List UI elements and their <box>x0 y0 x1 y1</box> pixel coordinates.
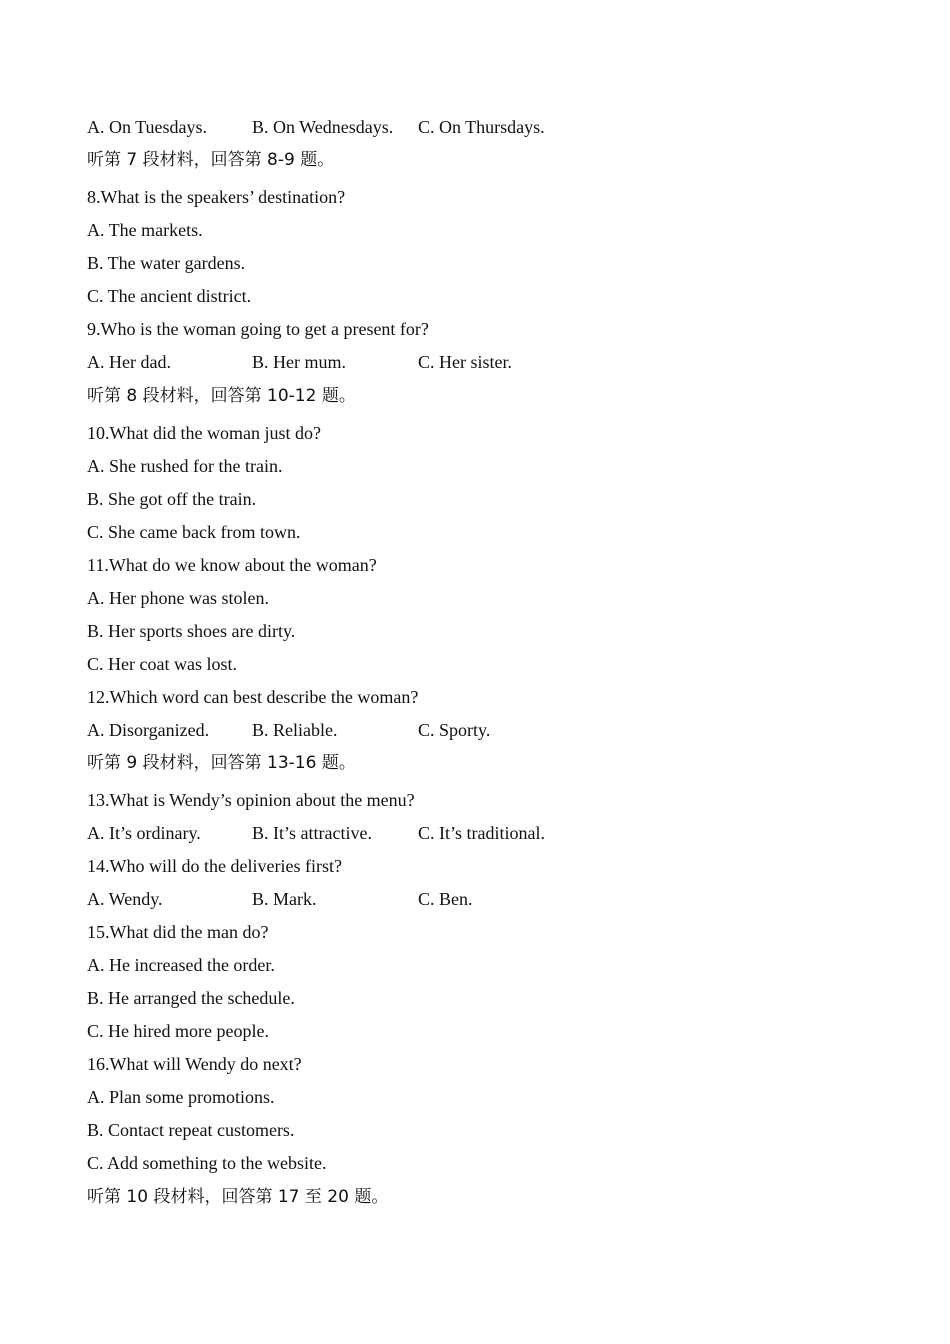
section-heading: 听第 9 段材料，回答第 13-16 题。 <box>87 753 356 773</box>
option-a: A. On Tuesdays. <box>87 117 208 137</box>
question-text: 10.What did the woman just do? <box>87 423 321 443</box>
option-a: A. Disorganized. <box>87 720 210 740</box>
question-text: 8.What is the speakers’ destination? <box>87 187 346 207</box>
option-a: A. Her dad. <box>87 352 171 372</box>
options-row <box>87 351 512 373</box>
question-text: 12.Which word can best describe the woman? <box>87 687 419 707</box>
answer-option: C. The ancient district. <box>87 286 252 306</box>
section-heading: 听第 8 段材料，回答第 10-12 题。 <box>87 386 356 406</box>
question-text: 13.What is Wendy’s opinion about the menu? <box>87 790 415 810</box>
answer-option: B. Contact repeat customers. <box>87 1120 295 1140</box>
option-c: C. Sporty. <box>418 720 491 740</box>
option-b: B. Mark. <box>252 889 317 909</box>
option-b: B. Reliable. <box>252 720 338 740</box>
answer-option: C. He hired more people. <box>87 1021 269 1041</box>
answer-option: B. Her sports shoes are dirty. <box>87 621 296 641</box>
answer-option: A. Her phone was stolen. <box>87 588 269 608</box>
answer-option: A. Plan some promotions. <box>87 1087 275 1107</box>
answer-option: B. He arranged the schedule. <box>87 988 295 1008</box>
section-heading: 听第 7 段材料，回答第 8-9 题。 <box>87 150 335 170</box>
option-c: C. It’s traditional. <box>418 823 545 843</box>
option-c: C. Ben. <box>418 889 473 909</box>
option-a: A. It’s ordinary. <box>87 823 201 843</box>
options-row <box>87 822 545 844</box>
answer-option: B. She got off the train. <box>87 489 257 509</box>
option-c: C. On Thursdays. <box>418 117 545 137</box>
option-c: C. Her sister. <box>418 352 512 372</box>
question-text: 14.Who will do the deliveries first? <box>87 856 342 876</box>
answer-option: A. The markets. <box>87 220 203 240</box>
option-b: B. Her mum. <box>252 352 346 372</box>
option-b: B. It’s attractive. <box>252 823 372 843</box>
section-heading: 听第 10 段材料，回答第 17 至 20 题。 <box>87 1187 389 1207</box>
options-row <box>87 719 490 741</box>
answer-option: A. She rushed for the train. <box>87 456 283 476</box>
answer-option: C. Her coat was lost. <box>87 654 237 674</box>
answer-option: A. He increased the order. <box>87 955 275 975</box>
question-text: 15.What did the man do? <box>87 922 269 942</box>
question-text: 11.What do we know about the woman? <box>87 555 377 575</box>
option-a: A. Wendy. <box>87 889 163 909</box>
options-row <box>87 116 545 138</box>
answer-option: C. Add something to the website. <box>87 1153 327 1173</box>
option-b: B. On Wednesdays. <box>252 117 394 137</box>
answer-option: C. She came back from town. <box>87 522 301 542</box>
question-text: 9.Who is the woman going to get a present for? <box>87 319 429 339</box>
answer-option: B. The water gardens. <box>87 253 246 273</box>
options-row <box>87 888 473 910</box>
question-text: 16.What will Wendy do next? <box>87 1054 302 1074</box>
